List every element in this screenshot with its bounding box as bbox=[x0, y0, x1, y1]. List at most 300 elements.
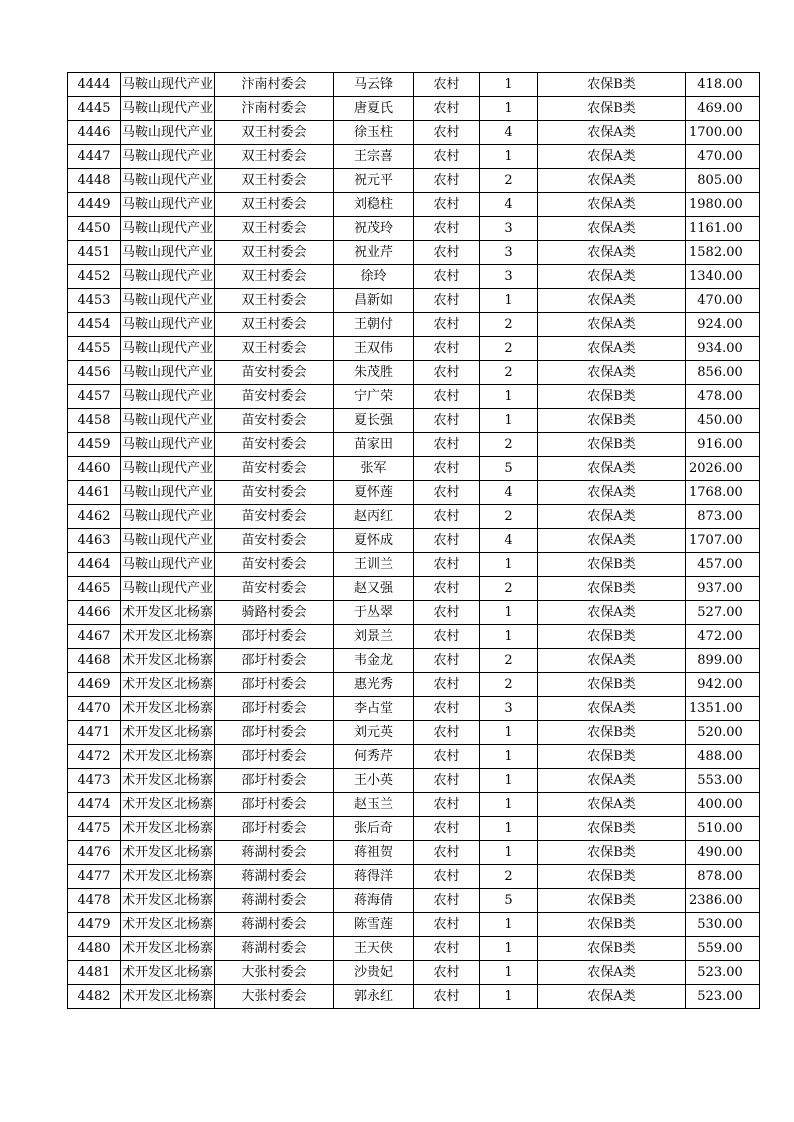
area-type-cell: 农村 bbox=[414, 97, 480, 121]
amount-cell: 856.00 bbox=[686, 361, 760, 385]
insurance-type-cell: 农保A类 bbox=[538, 529, 686, 553]
area-type-cell: 农村 bbox=[414, 577, 480, 601]
serial-number-cell: 4448 bbox=[68, 169, 121, 193]
serial-number-cell: 4480 bbox=[68, 937, 121, 961]
area-type-cell: 农村 bbox=[414, 73, 480, 97]
amount-cell: 1161.00 bbox=[686, 217, 760, 241]
table-row bbox=[68, 625, 760, 649]
area-type-cell: 农村 bbox=[414, 841, 480, 865]
committee-cell: 双王村委会 bbox=[215, 169, 334, 193]
committee-cell: 苗安村委会 bbox=[215, 409, 334, 433]
committee-cell: 汴南村委会 bbox=[215, 73, 334, 97]
district-cell: 术开发区北杨寨 bbox=[121, 649, 215, 673]
household-members-cell: 4 bbox=[480, 193, 538, 217]
table-row bbox=[68, 241, 760, 265]
amount-cell: 490.00 bbox=[686, 841, 760, 865]
district-cell: 马鞍山现代产业 bbox=[121, 217, 215, 241]
name-cell: 蒋得洋 bbox=[334, 865, 414, 889]
committee-cell: 邵圩村委会 bbox=[215, 745, 334, 769]
household-members-cell: 1 bbox=[480, 97, 538, 121]
household-members-cell: 1 bbox=[480, 409, 538, 433]
committee-cell: 苗安村委会 bbox=[215, 481, 334, 505]
serial-number-cell: 4465 bbox=[68, 577, 121, 601]
table-row bbox=[68, 385, 760, 409]
district-cell: 马鞍山现代产业 bbox=[121, 553, 215, 577]
area-type-cell: 农村 bbox=[414, 169, 480, 193]
district-cell: 马鞍山现代产业 bbox=[121, 193, 215, 217]
committee-cell: 邵圩村委会 bbox=[215, 793, 334, 817]
table-row bbox=[68, 145, 760, 169]
insurance-type-cell: 农保B类 bbox=[538, 673, 686, 697]
serial-number-cell: 4459 bbox=[68, 433, 121, 457]
serial-number-cell: 4479 bbox=[68, 913, 121, 937]
amount-cell: 470.00 bbox=[686, 145, 760, 169]
district-cell: 术开发区北杨寨 bbox=[121, 601, 215, 625]
district-cell: 术开发区北杨寨 bbox=[121, 937, 215, 961]
district-cell: 马鞍山现代产业 bbox=[121, 529, 215, 553]
district-cell: 马鞍山现代产业 bbox=[121, 577, 215, 601]
name-cell: 韦金龙 bbox=[334, 649, 414, 673]
name-cell: 王朝付 bbox=[334, 313, 414, 337]
household-members-cell: 3 bbox=[480, 697, 538, 721]
table-row bbox=[68, 673, 760, 697]
insurance-type-cell: 农保B类 bbox=[538, 625, 686, 649]
district-cell: 马鞍山现代产业 bbox=[121, 481, 215, 505]
name-cell: 夏怀成 bbox=[334, 529, 414, 553]
committee-cell: 双王村委会 bbox=[215, 193, 334, 217]
committee-cell: 苗安村委会 bbox=[215, 385, 334, 409]
insurance-type-cell: 农保B类 bbox=[538, 817, 686, 841]
amount-cell: 478.00 bbox=[686, 385, 760, 409]
committee-cell: 双王村委会 bbox=[215, 121, 334, 145]
committee-cell: 苗安村委会 bbox=[215, 529, 334, 553]
district-cell: 马鞍山现代产业 bbox=[121, 361, 215, 385]
committee-cell: 双王村委会 bbox=[215, 289, 334, 313]
household-members-cell: 4 bbox=[480, 481, 538, 505]
name-cell: 宁广荣 bbox=[334, 385, 414, 409]
area-type-cell: 农村 bbox=[414, 241, 480, 265]
insurance-type-cell: 农保A类 bbox=[538, 697, 686, 721]
serial-number-cell: 4478 bbox=[68, 889, 121, 913]
area-type-cell: 农村 bbox=[414, 937, 480, 961]
household-members-cell: 1 bbox=[480, 721, 538, 745]
amount-cell: 2386.00 bbox=[686, 889, 760, 913]
household-members-cell: 1 bbox=[480, 625, 538, 649]
household-members-cell: 3 bbox=[480, 217, 538, 241]
area-type-cell: 农村 bbox=[414, 433, 480, 457]
serial-number-cell: 4453 bbox=[68, 289, 121, 313]
household-members-cell: 2 bbox=[480, 313, 538, 337]
district-cell: 马鞍山现代产业 bbox=[121, 241, 215, 265]
amount-cell: 1707.00 bbox=[686, 529, 760, 553]
household-members-cell: 1 bbox=[480, 769, 538, 793]
serial-number-cell: 4454 bbox=[68, 313, 121, 337]
household-members-cell: 1 bbox=[480, 817, 538, 841]
amount-cell: 418.00 bbox=[686, 73, 760, 97]
table-body bbox=[68, 73, 760, 1009]
serial-number-cell: 4452 bbox=[68, 265, 121, 289]
insurance-type-cell: 农保B类 bbox=[538, 721, 686, 745]
committee-cell: 苗安村委会 bbox=[215, 553, 334, 577]
table-row bbox=[68, 121, 760, 145]
name-cell: 徐玲 bbox=[334, 265, 414, 289]
insurance-type-cell: 农保A类 bbox=[538, 265, 686, 289]
area-type-cell: 农村 bbox=[414, 865, 480, 889]
amount-cell: 2026.00 bbox=[686, 457, 760, 481]
household-members-cell: 2 bbox=[480, 673, 538, 697]
committee-cell: 苗安村委会 bbox=[215, 361, 334, 385]
table-row bbox=[68, 697, 760, 721]
serial-number-cell: 4450 bbox=[68, 217, 121, 241]
name-cell: 蒋海倩 bbox=[334, 889, 414, 913]
table-row bbox=[68, 529, 760, 553]
area-type-cell: 农村 bbox=[414, 961, 480, 985]
insurance-type-cell: 农保A类 bbox=[538, 961, 686, 985]
serial-number-cell: 4451 bbox=[68, 241, 121, 265]
household-members-cell: 1 bbox=[480, 841, 538, 865]
household-members-cell: 4 bbox=[480, 529, 538, 553]
insurance-type-cell: 农保A类 bbox=[538, 217, 686, 241]
committee-cell: 双王村委会 bbox=[215, 313, 334, 337]
table-row bbox=[68, 553, 760, 577]
insurance-type-cell: 农保A类 bbox=[538, 313, 686, 337]
committee-cell: 苗安村委会 bbox=[215, 505, 334, 529]
amount-cell: 469.00 bbox=[686, 97, 760, 121]
name-cell: 夏长强 bbox=[334, 409, 414, 433]
amount-cell: 942.00 bbox=[686, 673, 760, 697]
area-type-cell: 农村 bbox=[414, 265, 480, 289]
district-cell: 马鞍山现代产业 bbox=[121, 265, 215, 289]
serial-number-cell: 4455 bbox=[68, 337, 121, 361]
district-cell: 马鞍山现代产业 bbox=[121, 169, 215, 193]
insurance-type-cell: 农保A类 bbox=[538, 241, 686, 265]
area-type-cell: 农村 bbox=[414, 673, 480, 697]
serial-number-cell: 4444 bbox=[68, 73, 121, 97]
name-cell: 于丛翠 bbox=[334, 601, 414, 625]
serial-number-cell: 4468 bbox=[68, 649, 121, 673]
area-type-cell: 农村 bbox=[414, 145, 480, 169]
table-row bbox=[68, 577, 760, 601]
table-row bbox=[68, 745, 760, 769]
district-cell: 马鞍山现代产业 bbox=[121, 433, 215, 457]
committee-cell: 双王村委会 bbox=[215, 145, 334, 169]
serial-number-cell: 4445 bbox=[68, 97, 121, 121]
insurance-type-cell: 农保B类 bbox=[538, 865, 686, 889]
area-type-cell: 农村 bbox=[414, 625, 480, 649]
serial-number-cell: 4474 bbox=[68, 793, 121, 817]
district-cell: 术开发区北杨寨 bbox=[121, 625, 215, 649]
table-row bbox=[68, 457, 760, 481]
table-row bbox=[68, 505, 760, 529]
household-members-cell: 1 bbox=[480, 385, 538, 409]
table-row bbox=[68, 985, 760, 1009]
area-type-cell: 农村 bbox=[414, 769, 480, 793]
serial-number-cell: 4471 bbox=[68, 721, 121, 745]
household-members-cell: 3 bbox=[480, 265, 538, 289]
serial-number-cell: 4476 bbox=[68, 841, 121, 865]
district-cell: 术开发区北杨寨 bbox=[121, 817, 215, 841]
table-row bbox=[68, 769, 760, 793]
committee-cell: 邵圩村委会 bbox=[215, 697, 334, 721]
table-row bbox=[68, 337, 760, 361]
district-cell: 术开发区北杨寨 bbox=[121, 697, 215, 721]
area-type-cell: 农村 bbox=[414, 745, 480, 769]
name-cell: 赵玉兰 bbox=[334, 793, 414, 817]
insurance-type-cell: 农保A类 bbox=[538, 145, 686, 169]
serial-number-cell: 4473 bbox=[68, 769, 121, 793]
amount-cell: 523.00 bbox=[686, 985, 760, 1009]
table-row bbox=[68, 817, 760, 841]
insurance-type-cell: 农保B类 bbox=[538, 841, 686, 865]
district-cell: 马鞍山现代产业 bbox=[121, 97, 215, 121]
amount-cell: 1980.00 bbox=[686, 193, 760, 217]
insurance-type-cell: 农保A类 bbox=[538, 649, 686, 673]
amount-cell: 530.00 bbox=[686, 913, 760, 937]
serial-number-cell: 4466 bbox=[68, 601, 121, 625]
name-cell: 刘稳柱 bbox=[334, 193, 414, 217]
serial-number-cell: 4461 bbox=[68, 481, 121, 505]
committee-cell: 蒋湖村委会 bbox=[215, 889, 334, 913]
name-cell: 夏怀莲 bbox=[334, 481, 414, 505]
household-members-cell: 2 bbox=[480, 169, 538, 193]
table-row bbox=[68, 961, 760, 985]
name-cell: 昌新如 bbox=[334, 289, 414, 313]
amount-cell: 873.00 bbox=[686, 505, 760, 529]
insurance-type-cell: 农保B类 bbox=[538, 553, 686, 577]
serial-number-cell: 4446 bbox=[68, 121, 121, 145]
name-cell: 惠光秀 bbox=[334, 673, 414, 697]
name-cell: 祝业芹 bbox=[334, 241, 414, 265]
insurance-type-cell: 农保A类 bbox=[538, 169, 686, 193]
table-row bbox=[68, 721, 760, 745]
committee-cell: 骑路村委会 bbox=[215, 601, 334, 625]
committee-cell: 大张村委会 bbox=[215, 985, 334, 1009]
area-type-cell: 农村 bbox=[414, 697, 480, 721]
area-type-cell: 农村 bbox=[414, 457, 480, 481]
name-cell: 李占堂 bbox=[334, 697, 414, 721]
table-row bbox=[68, 913, 760, 937]
area-type-cell: 农村 bbox=[414, 409, 480, 433]
table-row bbox=[68, 289, 760, 313]
table-row bbox=[68, 193, 760, 217]
amount-cell: 924.00 bbox=[686, 313, 760, 337]
household-members-cell: 1 bbox=[480, 73, 538, 97]
name-cell: 唐夏氏 bbox=[334, 97, 414, 121]
household-members-cell: 2 bbox=[480, 433, 538, 457]
table-row bbox=[68, 97, 760, 121]
amount-cell: 520.00 bbox=[686, 721, 760, 745]
name-cell: 王小英 bbox=[334, 769, 414, 793]
area-type-cell: 农村 bbox=[414, 649, 480, 673]
amount-cell: 934.00 bbox=[686, 337, 760, 361]
table-row bbox=[68, 73, 760, 97]
amount-cell: 457.00 bbox=[686, 553, 760, 577]
committee-cell: 邵圩村委会 bbox=[215, 625, 334, 649]
area-type-cell: 农村 bbox=[414, 529, 480, 553]
insurance-type-cell: 农保A类 bbox=[538, 793, 686, 817]
household-members-cell: 1 bbox=[480, 553, 538, 577]
household-members-cell: 5 bbox=[480, 457, 538, 481]
amount-cell: 559.00 bbox=[686, 937, 760, 961]
name-cell: 祝元平 bbox=[334, 169, 414, 193]
serial-number-cell: 4458 bbox=[68, 409, 121, 433]
name-cell: 张军 bbox=[334, 457, 414, 481]
district-cell: 术开发区北杨寨 bbox=[121, 985, 215, 1009]
household-members-cell: 1 bbox=[480, 145, 538, 169]
household-members-cell: 1 bbox=[480, 793, 538, 817]
district-cell: 马鞍山现代产业 bbox=[121, 505, 215, 529]
household-members-cell: 2 bbox=[480, 577, 538, 601]
area-type-cell: 农村 bbox=[414, 121, 480, 145]
district-cell: 马鞍山现代产业 bbox=[121, 385, 215, 409]
table-row bbox=[68, 409, 760, 433]
serial-number-cell: 4477 bbox=[68, 865, 121, 889]
area-type-cell: 农村 bbox=[414, 481, 480, 505]
insurance-type-cell: 农保A类 bbox=[538, 457, 686, 481]
area-type-cell: 农村 bbox=[414, 817, 480, 841]
district-cell: 术开发区北杨寨 bbox=[121, 769, 215, 793]
table-row bbox=[68, 793, 760, 817]
area-type-cell: 农村 bbox=[414, 337, 480, 361]
committee-cell: 苗安村委会 bbox=[215, 577, 334, 601]
name-cell: 王宗喜 bbox=[334, 145, 414, 169]
household-members-cell: 1 bbox=[480, 289, 538, 313]
table-row bbox=[68, 361, 760, 385]
district-cell: 术开发区北杨寨 bbox=[121, 673, 215, 697]
committee-cell: 双王村委会 bbox=[215, 241, 334, 265]
name-cell: 刘景兰 bbox=[334, 625, 414, 649]
committee-cell: 苗安村委会 bbox=[215, 433, 334, 457]
amount-cell: 937.00 bbox=[686, 577, 760, 601]
serial-number-cell: 4460 bbox=[68, 457, 121, 481]
table-row bbox=[68, 433, 760, 457]
amount-cell: 1340.00 bbox=[686, 265, 760, 289]
table-row bbox=[68, 601, 760, 625]
serial-number-cell: 4463 bbox=[68, 529, 121, 553]
district-cell: 马鞍山现代产业 bbox=[121, 457, 215, 481]
serial-number-cell: 4457 bbox=[68, 385, 121, 409]
household-members-cell: 5 bbox=[480, 889, 538, 913]
insurance-type-cell: 农保B类 bbox=[538, 937, 686, 961]
amount-cell: 916.00 bbox=[686, 433, 760, 457]
serial-number-cell: 4447 bbox=[68, 145, 121, 169]
committee-cell: 邵圩村委会 bbox=[215, 817, 334, 841]
amount-cell: 470.00 bbox=[686, 289, 760, 313]
insurance-type-cell: 农保B类 bbox=[538, 97, 686, 121]
name-cell: 王天侠 bbox=[334, 937, 414, 961]
district-cell: 术开发区北杨寨 bbox=[121, 793, 215, 817]
area-type-cell: 农村 bbox=[414, 793, 480, 817]
insurance-type-cell: 农保B类 bbox=[538, 745, 686, 769]
committee-cell: 大张村委会 bbox=[215, 961, 334, 985]
household-members-cell: 1 bbox=[480, 913, 538, 937]
name-cell: 张后奇 bbox=[334, 817, 414, 841]
insurance-type-cell: 农保B类 bbox=[538, 889, 686, 913]
household-members-cell: 2 bbox=[480, 649, 538, 673]
name-cell: 王训兰 bbox=[334, 553, 414, 577]
household-members-cell: 4 bbox=[480, 121, 538, 145]
name-cell: 何秀芹 bbox=[334, 745, 414, 769]
name-cell: 祝茂玲 bbox=[334, 217, 414, 241]
insurance-type-cell: 农保B类 bbox=[538, 913, 686, 937]
committee-cell: 苗安村委会 bbox=[215, 457, 334, 481]
name-cell: 马云锋 bbox=[334, 73, 414, 97]
amount-cell: 488.00 bbox=[686, 745, 760, 769]
committee-cell: 蒋湖村委会 bbox=[215, 937, 334, 961]
committee-cell: 邵圩村委会 bbox=[215, 769, 334, 793]
area-type-cell: 农村 bbox=[414, 385, 480, 409]
area-type-cell: 农村 bbox=[414, 505, 480, 529]
committee-cell: 蒋湖村委会 bbox=[215, 865, 334, 889]
serial-number-cell: 4472 bbox=[68, 745, 121, 769]
household-members-cell: 2 bbox=[480, 361, 538, 385]
table-row bbox=[68, 841, 760, 865]
table-row bbox=[68, 865, 760, 889]
committee-cell: 邵圩村委会 bbox=[215, 721, 334, 745]
insurance-type-cell: 农保A类 bbox=[538, 601, 686, 625]
insurance-type-cell: 农保B类 bbox=[538, 433, 686, 457]
amount-cell: 553.00 bbox=[686, 769, 760, 793]
relief-roster-table bbox=[67, 72, 760, 1009]
amount-cell: 523.00 bbox=[686, 961, 760, 985]
insurance-type-cell: 农保B类 bbox=[538, 385, 686, 409]
district-cell: 马鞍山现代产业 bbox=[121, 409, 215, 433]
amount-cell: 400.00 bbox=[686, 793, 760, 817]
district-cell: 术开发区北杨寨 bbox=[121, 841, 215, 865]
table-row bbox=[68, 217, 760, 241]
area-type-cell: 农村 bbox=[414, 553, 480, 577]
area-type-cell: 农村 bbox=[414, 217, 480, 241]
table-row bbox=[68, 481, 760, 505]
amount-cell: 510.00 bbox=[686, 817, 760, 841]
table-row bbox=[68, 937, 760, 961]
amount-cell: 472.00 bbox=[686, 625, 760, 649]
insurance-type-cell: 农保B类 bbox=[538, 73, 686, 97]
table-row bbox=[68, 265, 760, 289]
committee-cell: 蒋湖村委会 bbox=[215, 841, 334, 865]
area-type-cell: 农村 bbox=[414, 313, 480, 337]
insurance-type-cell: 农保A类 bbox=[538, 505, 686, 529]
insurance-type-cell: 农保A类 bbox=[538, 985, 686, 1009]
district-cell: 术开发区北杨寨 bbox=[121, 913, 215, 937]
serial-number-cell: 4449 bbox=[68, 193, 121, 217]
district-cell: 术开发区北杨寨 bbox=[121, 889, 215, 913]
amount-cell: 1351.00 bbox=[686, 697, 760, 721]
insurance-type-cell: 农保B类 bbox=[538, 409, 686, 433]
committee-cell: 双王村委会 bbox=[215, 265, 334, 289]
table-row bbox=[68, 649, 760, 673]
amount-cell: 1700.00 bbox=[686, 121, 760, 145]
committee-cell: 邵圩村委会 bbox=[215, 649, 334, 673]
amount-cell: 878.00 bbox=[686, 865, 760, 889]
area-type-cell: 农村 bbox=[414, 289, 480, 313]
serial-number-cell: 4481 bbox=[68, 961, 121, 985]
serial-number-cell: 4464 bbox=[68, 553, 121, 577]
name-cell: 沙贵妃 bbox=[334, 961, 414, 985]
insurance-type-cell: 农保A类 bbox=[538, 337, 686, 361]
insurance-type-cell: 农保A类 bbox=[538, 481, 686, 505]
amount-cell: 1768.00 bbox=[686, 481, 760, 505]
district-cell: 马鞍山现代产业 bbox=[121, 313, 215, 337]
amount-cell: 527.00 bbox=[686, 601, 760, 625]
committee-cell: 邵圩村委会 bbox=[215, 673, 334, 697]
household-members-cell: 1 bbox=[480, 601, 538, 625]
insurance-type-cell: 农保A类 bbox=[538, 361, 686, 385]
household-members-cell: 2 bbox=[480, 337, 538, 361]
household-members-cell: 1 bbox=[480, 937, 538, 961]
amount-cell: 450.00 bbox=[686, 409, 760, 433]
serial-number-cell: 4482 bbox=[68, 985, 121, 1009]
